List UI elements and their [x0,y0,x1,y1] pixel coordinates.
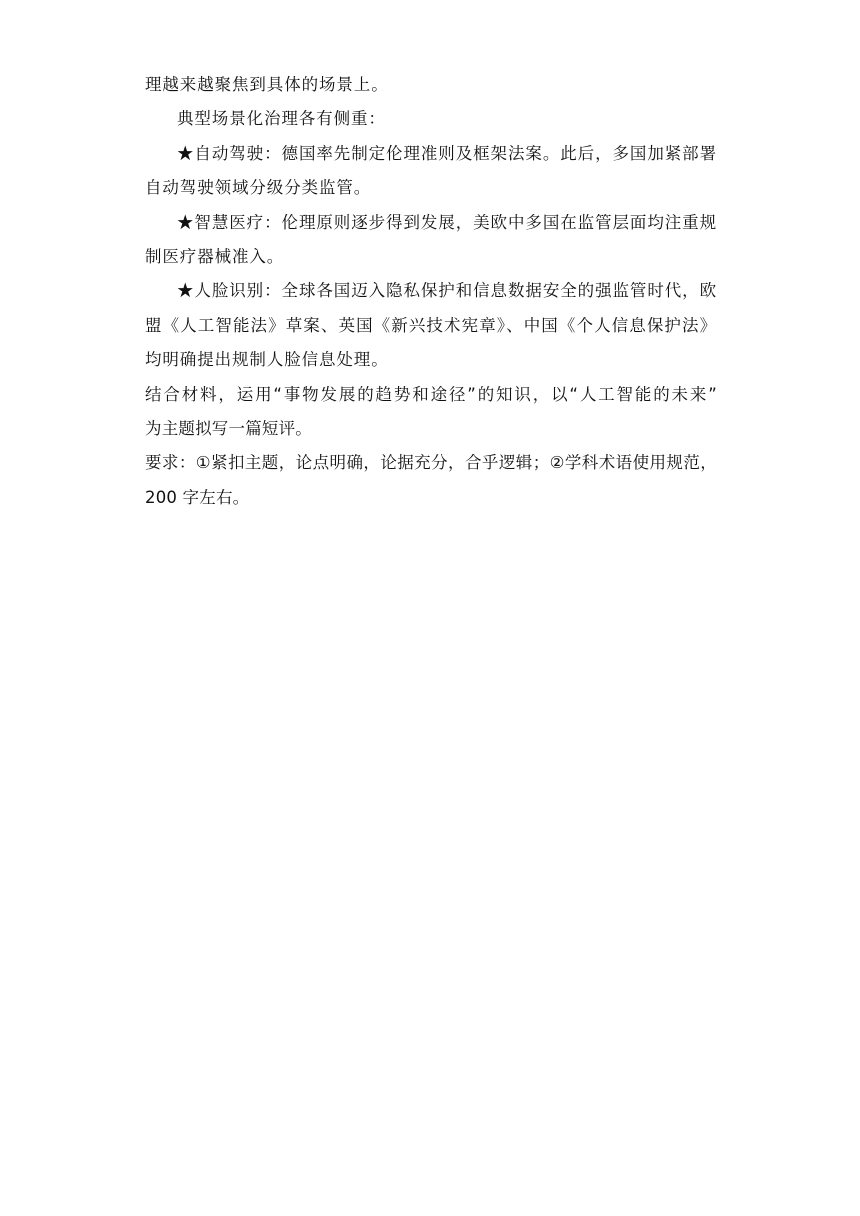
material-line-8: 盟《人工智能法》草案、英国《新兴技术宪章》、中国《个人信息保护法》 [145,315,717,335]
material-line-6: 制医疗器械准入。 [145,246,285,266]
material-line-2: 典型场景化治理各有侧重： [177,109,386,129]
material-line-4: 自动驾驶领域分级分类监管。 [145,178,372,198]
requirement-line-2: 200 字左右。 [145,487,250,507]
question-line-2: 为主题拟写一篇短评。 [145,418,312,438]
material-line-7: ★人脸识别：全球各国迈入隐私保护和信息数据安全的强监管时代，欧 [177,281,717,301]
question-block [145,378,717,516]
question-line-1: 结合材料，运用“事物发展的趋势和途径”的知识，以“人工智能的未来” [145,384,717,404]
material-line-9: 均明确提出规制人脸信息处理。 [145,350,389,370]
material-line-1: 理越来越聚焦到具体的场景上。 [145,75,389,94]
material-block [145,68,717,378]
document-page [145,68,717,515]
material-line-5: ★智慧医疗：伦理原则逐步得到发展，美欧中多国在监管层面均注重规 [177,212,717,232]
material-line-3: ★自动驾驶：德国率先制定伦理准则及框架法案。此后，多国加紧部署 [177,143,717,163]
requirement-line-1: 要求：①紧扣主题，论点明确，论据充分，合乎逻辑；②学科术语使用规范， [145,453,717,473]
